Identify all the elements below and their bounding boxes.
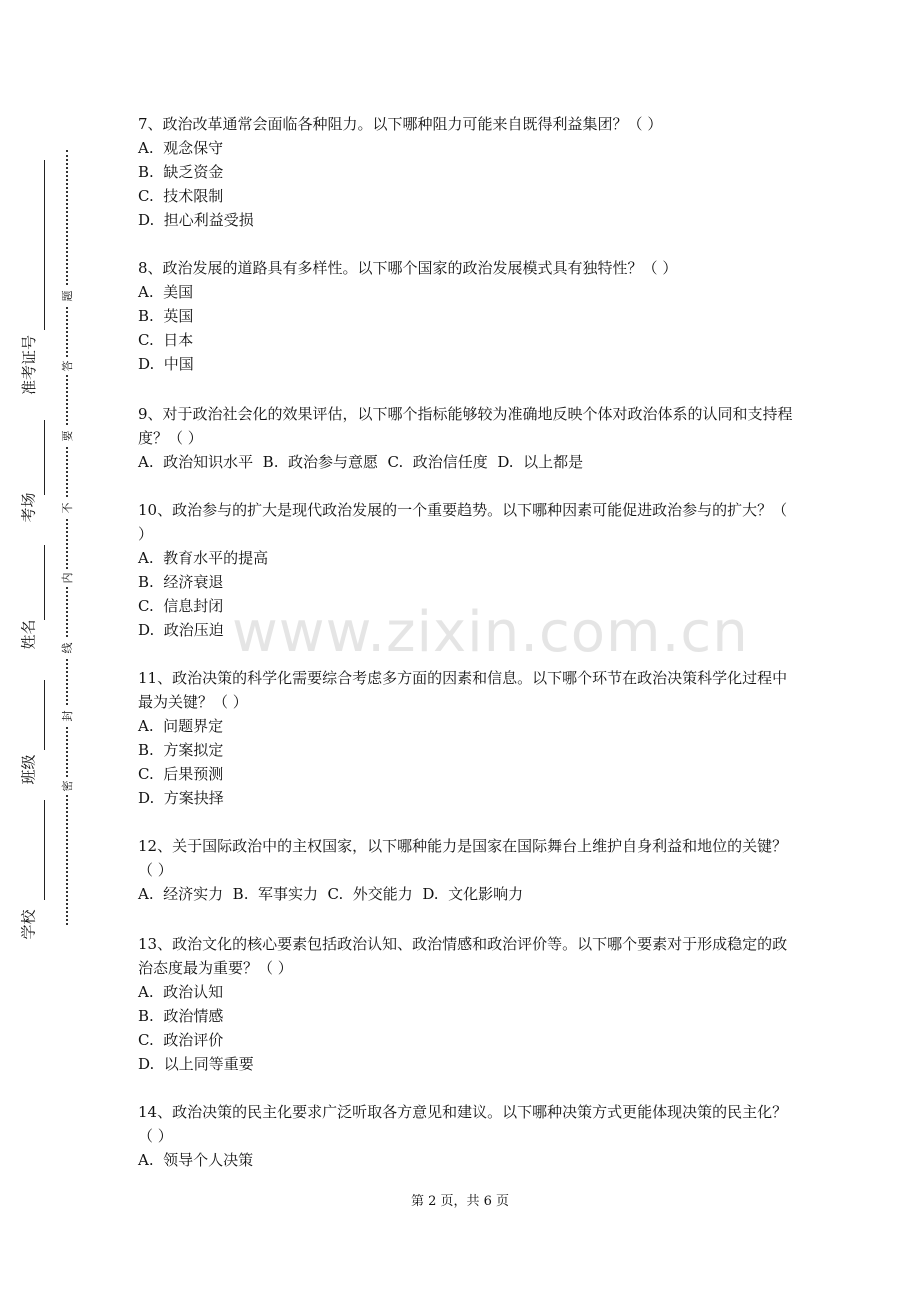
option-c: C. 日本: [138, 331, 194, 349]
seal-char: 不: [59, 499, 75, 517]
option-c: C. 政治评价: [138, 1031, 224, 1049]
field-label-exam-id: 准考证号: [20, 335, 38, 396]
question-stem: 13、政治文化的核心要素包括政治认知、政治情感和政治评价等。以下哪个要素对于形成稳定的政治态度最为重要？（ ）: [138, 935, 788, 977]
option-d: D. 政治压迫: [138, 621, 224, 639]
question-stem: 11、政治决策的科学化需要综合考虑多方面的因素和信息。以下哪个环节在政治决策科学化过程中最为关键？（ ）: [138, 669, 788, 711]
field-label-name: 姓名: [19, 619, 38, 650]
field-line-school: [44, 800, 45, 900]
seal-char: 答: [59, 357, 75, 375]
question-stem: 14、政治决策的民主化要求广泛听取各方意见和建议。以下哪种决策方式更能体现决策的民主化？（ ）: [138, 1103, 788, 1145]
seal-char: 线: [59, 639, 75, 657]
option-a: A. 观念保守: [138, 139, 224, 157]
field-label-school: 学校: [19, 909, 38, 940]
question-13: [138, 932, 798, 1076]
option-d: D. 中国: [138, 355, 194, 373]
field-label-class: 班级: [19, 754, 38, 785]
option-a: A. 政治认知: [138, 983, 224, 1001]
field-label-exam-room: 考场: [19, 492, 38, 523]
option-c: C. 后果预测: [138, 765, 224, 783]
option-d: D. 方案抉择: [138, 789, 224, 807]
seal-dotted-line: [66, 150, 68, 925]
field-line-class: [44, 680, 45, 750]
option-b: B. 经济衰退: [138, 573, 224, 591]
watermark: www.zixin.com.cn: [232, 600, 749, 665]
option-b: B. 方案拟定: [138, 741, 224, 759]
question-12: [138, 834, 798, 906]
seal-char: 密: [59, 777, 75, 795]
option-b: B. 缺乏资金: [138, 163, 224, 181]
question-8: [138, 256, 798, 376]
question-9: [138, 402, 798, 474]
option-a: A. 领导个人决策: [138, 1151, 254, 1169]
question-14: [138, 1100, 798, 1172]
question-7: [138, 112, 798, 232]
option-d: D. 担心利益受损: [138, 211, 254, 229]
question-stem: 8、政治发展的道路具有多样性。以下哪个国家的政治发展模式具有独特性？（ ）: [138, 259, 678, 277]
option-c: C. 信息封闭: [138, 597, 224, 615]
option-a: A. 教育水平的提高: [138, 549, 269, 567]
seal-char: 内: [59, 569, 75, 587]
question-stem: 9、对于政治社会化的效果评估，以下哪个指标能够较为准确地反映个体对政治体系的认同和支持程度？（ ）: [138, 405, 793, 447]
question-stem: 7、政治改革通常会面临各种阻力。以下哪种阻力可能来自既得利益集团？（ ）: [138, 115, 663, 133]
option-c: C. 技术限制: [138, 187, 224, 205]
option-a: A. 美国: [138, 283, 194, 301]
option-line: A. 经济实力 B. 军事实力 C. 外交能力 D. 文化影响力: [138, 885, 524, 903]
seal-char: 要: [59, 427, 75, 445]
option-b: B. 英国: [138, 307, 194, 325]
question-stem: 12、关于国际政治中的主权国家，以下哪种能力是国家在国际舞台上维护自身利益和地位的关键？（ ）: [138, 837, 788, 879]
option-a: A. 问题界定: [138, 717, 224, 735]
field-line-name: [44, 545, 45, 620]
option-d: D. 以上同等重要: [138, 1055, 254, 1073]
field-line-exam-id: [44, 160, 45, 330]
seal-char: 封: [59, 707, 75, 725]
option-line: A. 政治知识水平 B. 政治参与意愿 C. 政治信任度 D. 以上都是: [138, 453, 584, 471]
seal-char: 题: [59, 287, 75, 305]
option-b: B. 政治情感: [138, 1007, 224, 1025]
question-11: [138, 666, 798, 810]
field-line-exam-room: [44, 420, 45, 495]
question-stem: 10、政治参与的扩大是现代政治发展的一个重要趋势。以下哪种因素可能促进政治参与的扩大？（ ）: [138, 501, 788, 543]
page-footer: 第 2 页，共 6 页: [410, 1194, 510, 1209]
